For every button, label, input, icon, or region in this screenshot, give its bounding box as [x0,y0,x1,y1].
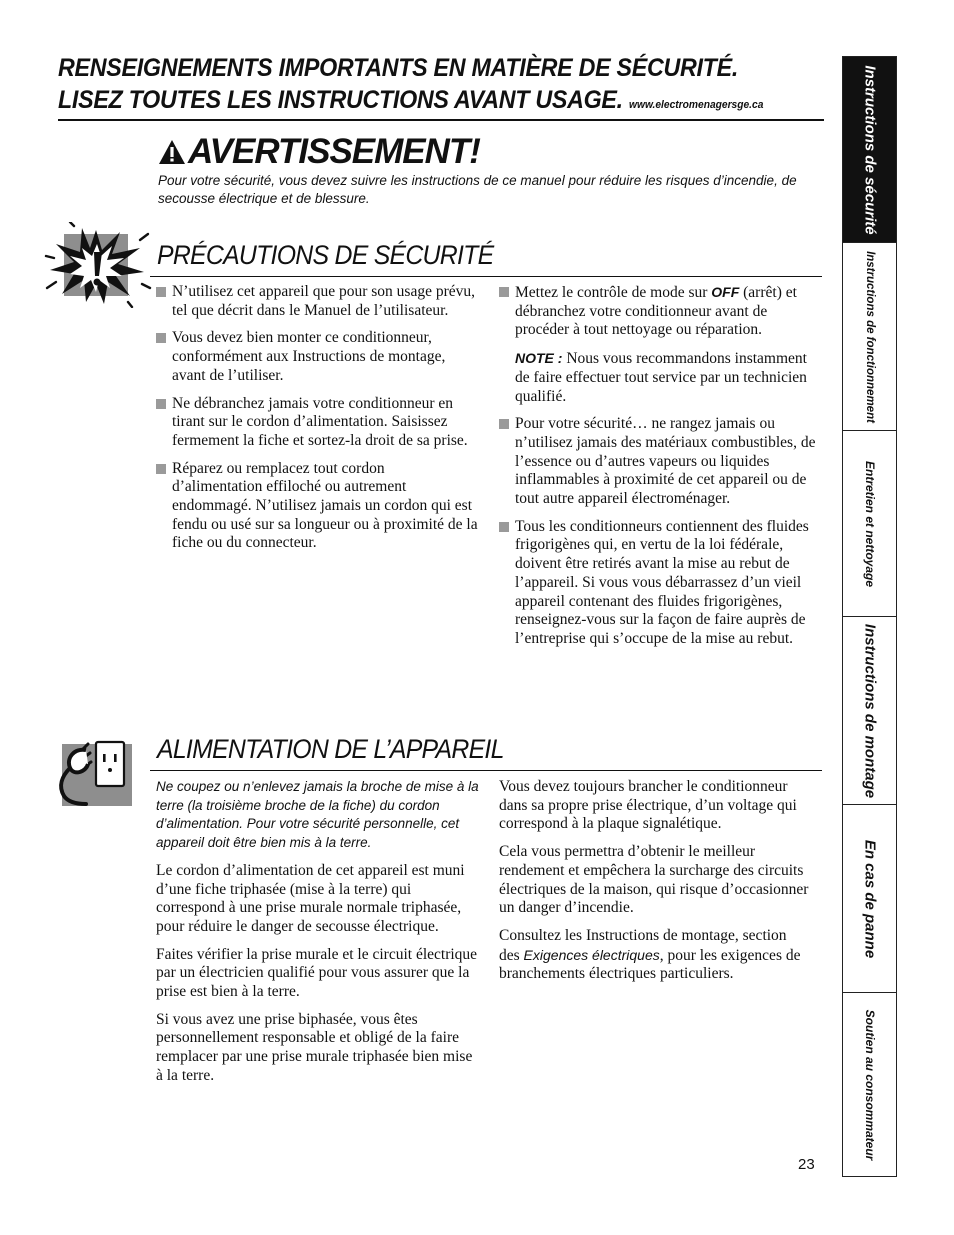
warning-title-row [158,132,798,172]
bullet-text: Vous devez bien monter ce conditionneur, conformément aux Instructions de montage, avant de l’utiliser. [172,329,446,384]
tab-label: Instructions de fonctionnement [863,250,876,423]
warning-title: AVERTISSEMENT! [188,132,480,171]
paragraph-text-post: , pour les exigences de branchements électriques particuliers. [499,946,801,983]
header-line-2-text: LISEZ TOUTES LES INSTRUCTIONS AVANT USAGE. [58,86,623,114]
precautions-left-column [156,283,478,562]
tab-instructions-securite[interactable] [843,57,896,243]
exclamation-burst-icon [44,222,152,308]
power-rule [150,770,822,771]
grounding-warning: Ne coupez ou n’enlevez jamais la broche de mise à la terre (la troisième broche de la fiche) du cordon d’alimentation. Pour votre sécurité personnelle, cet appareil doit être bien mis à la terre. [156,779,479,851]
precautions-rule [150,276,822,277]
list-item [156,329,478,385]
bullet-text: Réparez ou remplacez tout cordon d’alimentation effiloché ou autrement endommagé. N’utilisez jamais un cordon qui est fendu ou usé sur sa longueur ou à proximité de la fiche ou du connecteur. [172,459,478,552]
power-left-column [156,778,481,1095]
paragraph [499,927,811,984]
note-paragraph [499,349,821,406]
header-line-2 [58,84,770,121]
list-item [499,283,821,340]
paragraph: Faites vérifier la prise murale et le circuit électrique par un électricien qualifié pour vous assurer que la prise est bien à la terre. [156,945,478,1001]
list-item [156,460,478,554]
warning-triangle-icon [158,138,186,166]
tab-label: En cas de panne [861,839,878,958]
bullet-text: Tous les conditionneurs contiennent des fluides frigorigènes qui, en vertu de la loi fédérale, doivent être retirés avant la mise au rebut de l’appareil. Si vous vous débarrassez d’un vieil appareil contenant des fluides frigorigènes, renseignez-vous sur la façon de faire auprès de l’entreprise qui s’occupe de la mise au rebut. [515,517,809,647]
list-item [499,415,821,509]
precautions-right-column [499,283,821,658]
tab-label: Instructions de sécurité [861,64,878,235]
tab-label: Instructions de montage [861,623,878,798]
list-item [156,283,478,320]
bullet-text: N’utilisez cet appareil que pour son usage prévu, tel que décrit dans le Manuel de l’utilisateur. [172,283,476,319]
warning-text: Pour votre sécurité, vous devez suivre les instructions de ce manuel pour réduire les risques d’incendie, de secousse électrique et de blessure. [158,173,797,206]
paragraph-text-pre: Consultez les Instructions de montage, section des [499,926,787,964]
tab-en-cas-de-panne[interactable] [843,805,896,993]
bullet-text-post: (arrêt) et débranchez votre conditionneur avant de procéder à tout nettoyage ou réparation. [515,284,797,339]
bullet-square-icon [499,522,509,532]
paragraph: Cela vous permettra d’obtenir le meilleur rendement et empêchera la surcharge des circuits électriques de la maison, qui risque d’occasionner un danger d’incendie. [499,843,809,917]
list-item [156,395,478,451]
list-item [499,518,821,649]
page-number: 23 [798,1156,815,1173]
bullet-text: Ne débranchez jamais votre conditionneur en tirant sur le cordon d’alimentation. Saisissez fermement la fiche et sortez-la droit de sa prise. [172,394,468,449]
bullet-square-icon [156,464,166,474]
precautions-title: PRÉCAUTIONS DE SÉCURITÉ [157,240,494,270]
website-url[interactable]: www.electromenagersge.ca [629,99,764,111]
warning-block [158,132,798,208]
header-divider [58,119,824,121]
bullet-text-pre: Mettez le contrôle de mode sur [515,284,712,301]
bullet-square-icon [499,419,509,429]
bullet-square-icon [156,399,166,409]
off-label: OFF [711,284,740,300]
tab-instructions-fonctionnement[interactable] [843,243,896,431]
paragraph: Le cordon d’alimentation de cet appareil est muni d’une fiche triphasée (mise à la terre) qui correspond à une prise murale normale triphasée, pour réduire le danger de secousse électrique. [156,861,465,935]
note-label: NOTE : [515,350,563,367]
page-header [58,52,824,121]
bullet-square-icon [499,287,509,297]
electrical-requirements-ref: Exigences électriques [523,946,660,963]
tab-entretien-nettoyage[interactable] [843,431,896,617]
bullet-text: Pour votre sécurité… ne rangez jamais ou n’utilisez jamais des matériaux combustibles, de l’essence ou d’autres vapeurs ou liquides inflammables à proximité de cet appareil ou de tout autre appareil électroménager. [515,415,816,508]
plug-outlet-icon [52,738,136,810]
paragraph: Vous devez toujours brancher le conditionneur dans sa propre prise électrique, d’un voltage qui correspond à la plaque signalétique. [499,778,797,833]
bullet-square-icon [156,287,166,297]
tab-label: Soutien au consommateur [862,1009,877,1160]
paragraph: Si vous avez une prise biphasée, vous êtes personnellement responsable et obligé de la faire remplacer par une prise murale triphasée bien mise à la terre. [156,1010,473,1084]
power-title: ALIMENTATION DE L’APPAREIL [157,734,504,764]
tab-soutien-consommateur[interactable] [843,993,896,1176]
tab-instructions-montage[interactable] [843,617,896,805]
note-text: Nous vous recommandons instamment de faire effectuer tout service par un technicien qualifié. [515,350,807,405]
tab-label: Entretien et nettoyage [862,460,877,587]
bullet-square-icon [156,333,166,343]
power-right-column [499,778,811,993]
section-tabs-sidebar [842,56,897,1177]
header-line-1: RENSEIGNEMENTS IMPORTANTS EN MATIÈRE DE SÉCURITÉ. [58,54,739,82]
